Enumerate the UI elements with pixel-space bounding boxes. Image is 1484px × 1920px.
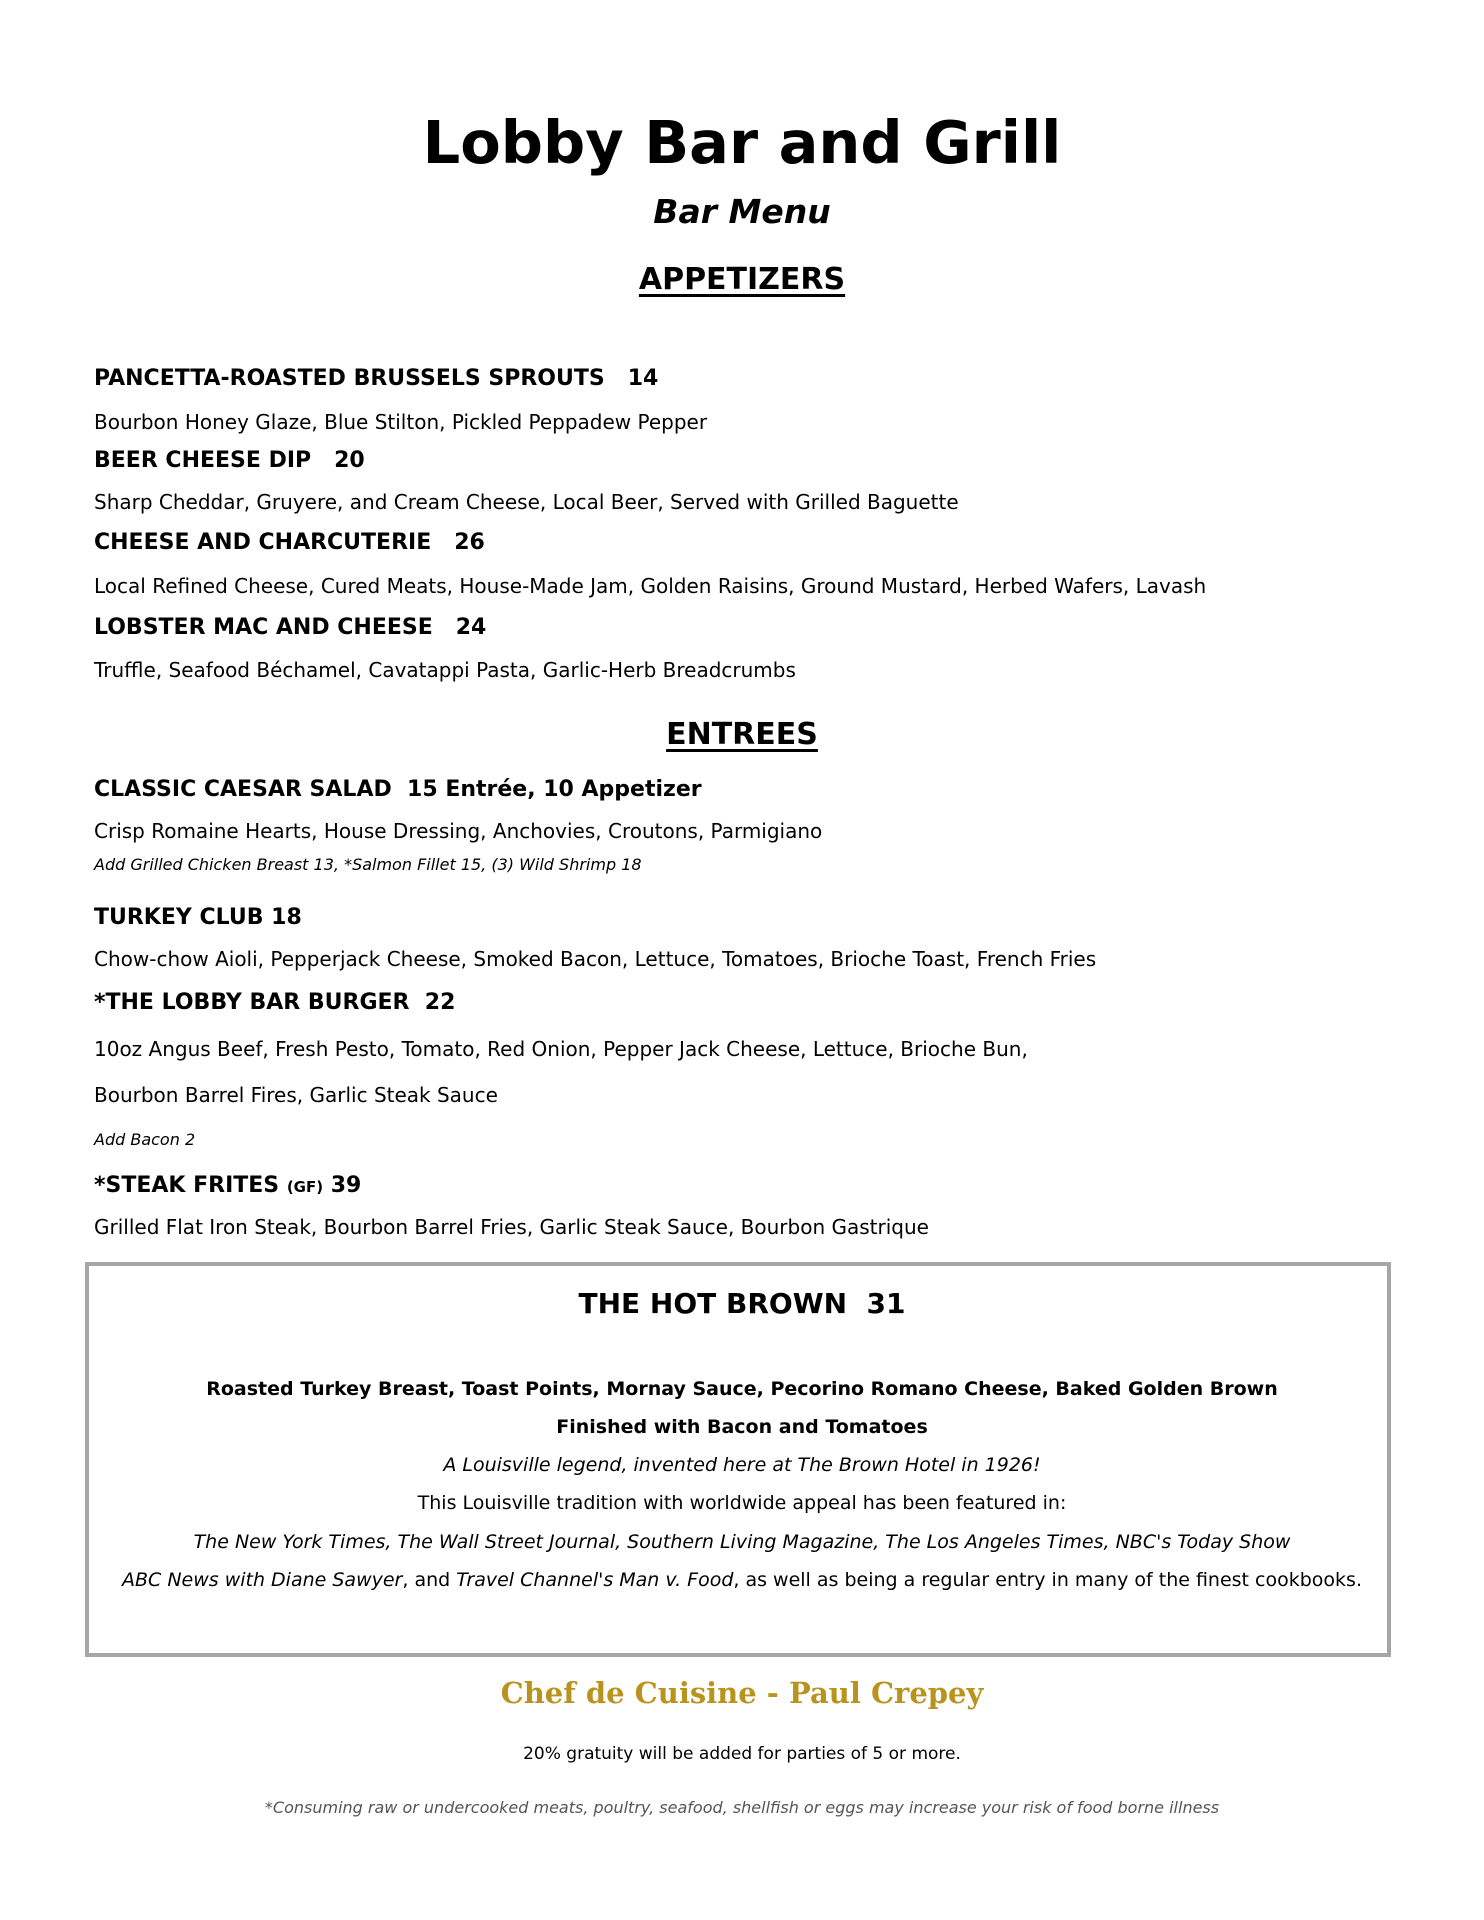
- hot-brown-desc-line1: Roasted Turkey Breast, Toast Points, Mornay Sauce, Pecorino Romano Cheese, Baked Golden Brown: [206, 1378, 1278, 1400]
- appetizer-name-lobster-mac: LOBSTER MAC AND CHEESE 24: [94, 615, 487, 640]
- entree-name-steak-frites: [94, 1173, 361, 1198]
- entree-name-caesar: CLASSIC CAESAR SALAD 15 Entrée, 10 Appetizer: [94, 777, 702, 802]
- hot-brown-featured-intro: This Louisville tradition with worldwide appeal has been featured in:: [417, 1492, 1067, 1514]
- hot-brown-legend: A Louisville legend, invented here at The Brown Hotel in 1926!: [443, 1454, 1041, 1476]
- appetizer-name-beer-cheese: BEER CHEESE DIP 20: [94, 448, 365, 473]
- chef-credit: Chef de Cuisine - Paul Crepey: [500, 1676, 984, 1710]
- steak-frites-price: 39: [323, 1173, 362, 1198]
- entree-name-burger: *THE LOBBY BAR BURGER 22: [94, 990, 456, 1015]
- entree-desc-caesar: Crisp Romaine Hearts, House Dressing, Anchovies, Croutons, Parmigiano: [94, 819, 823, 843]
- hot-brown-title: THE HOT BROWN 31: [578, 1287, 906, 1320]
- menu-subtitle: Bar Menu: [653, 192, 831, 231]
- entree-name-turkey-club: TURKEY CLUB 18: [94, 905, 302, 930]
- hot-brown-desc-line2: Finished with Bacon and Tomatoes: [556, 1416, 928, 1438]
- appetizer-desc-beer-cheese: Sharp Cheddar, Gruyere, and Cream Cheese, Local Beer, Served with Grilled Baguette: [94, 490, 959, 514]
- entree-desc-burger-line1: 10oz Angus Beef, Fresh Pesto, Tomato, Red Onion, Pepper Jack Cheese, Lettuce, Brioche Bun,: [94, 1037, 1028, 1061]
- gratuity-note: 20% gratuity will be added for parties of 5 or more.: [523, 1744, 961, 1764]
- appetizer-desc-lobster-mac: Truffle, Seafood Béchamel, Cavatappi Pasta, Garlic-Herb Breadcrumbs: [94, 658, 796, 682]
- entree-note-burger: Add Bacon 2: [94, 1130, 196, 1149]
- hot-brown-media-list: The New York Times, The Wall Street Journal, Southern Living Magazine, The Los Angeles Times, NBC's Today Show: [193, 1531, 1291, 1553]
- restaurant-title: Lobby Bar and Grill: [422, 108, 1062, 177]
- entree-note-caesar: Add Grilled Chicken Breast 13, *Salmon Fillet 15, (3) Wild Shrimp 18: [94, 855, 642, 874]
- media-cookbooks: , as well as being a regular entry in many of the finest cookbooks.: [733, 1569, 1362, 1591]
- entree-desc-turkey-club: Chow-chow Aioli, Pepperjack Cheese, Smoked Bacon, Lettuce, Tomatoes, Brioche Toast, French Fries: [94, 947, 1097, 971]
- appetizer-desc-brussels: Bourbon Honey Glaze, Blue Stilton, Pickled Peppadew Pepper: [94, 410, 708, 434]
- appetizer-name-charcuterie: CHEESE AND CHARCUTERIE 26: [94, 530, 485, 555]
- steak-frites-label: *STEAK FRITES: [94, 1173, 287, 1198]
- media-travel-channel: Travel Channel's Man v. Food: [456, 1569, 734, 1591]
- entrees-heading: ENTREES: [666, 717, 818, 752]
- entree-desc-burger-line2: Bourbon Barrel Fires, Garlic Steak Sauce: [94, 1083, 498, 1107]
- media-separator: , and: [402, 1569, 457, 1591]
- appetizer-name-brussels: PANCETTA-ROASTED BRUSSELS SPROUTS 14: [94, 366, 659, 391]
- media-abc-news: ABC News with Diane Sawyer: [121, 1569, 403, 1591]
- food-safety-disclaimer: *Consuming raw or undercooked meats, poultry, seafood, shellfish or eggs may increase your risk of food borne illness: [264, 1798, 1220, 1817]
- gluten-free-tag: (GF): [286, 1178, 324, 1196]
- entree-desc-steak-frites: Grilled Flat Iron Steak, Bourbon Barrel Fries, Garlic Steak Sauce, Bourbon Gastrique: [94, 1215, 929, 1239]
- hot-brown-media-list-2: [0, 1569, 1484, 1591]
- appetizers-heading: APPETIZERS: [638, 262, 846, 297]
- appetizer-desc-charcuterie: Local Refined Cheese, Cured Meats, House-Made Jam, Golden Raisins, Ground Mustard, Herbed Wafers, Lavash: [94, 574, 1207, 598]
